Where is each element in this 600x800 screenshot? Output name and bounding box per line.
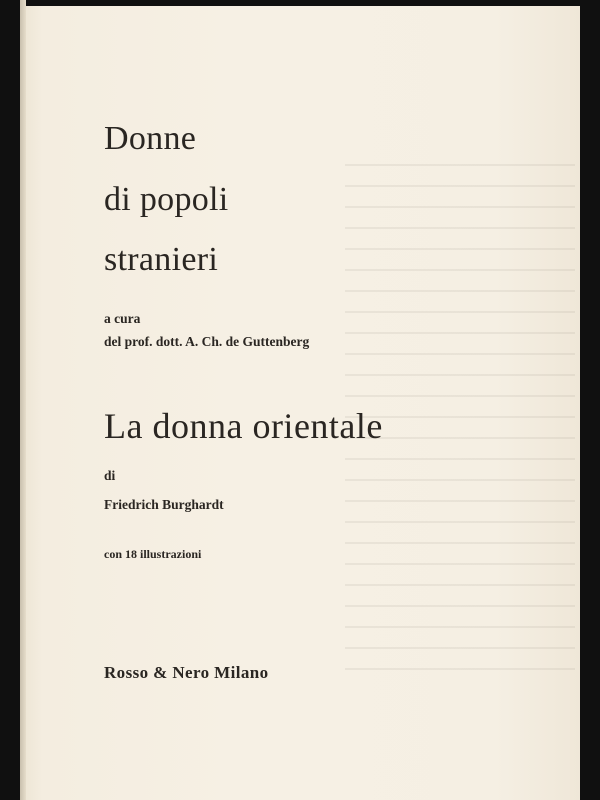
series-title-line-1: Donne bbox=[104, 120, 197, 157]
illustrations-note: con 18 illustrazioni bbox=[104, 547, 202, 561]
author-prefix: di bbox=[104, 468, 116, 483]
curator-name: del prof. dott. A. Ch. de Guttenberg bbox=[104, 334, 310, 349]
publisher: Rosso & Nero Milano bbox=[104, 663, 269, 682]
book-title: La donna orientale bbox=[104, 406, 383, 446]
series-title-line-3: stranieri bbox=[104, 241, 219, 278]
curator-prefix: a cura bbox=[104, 311, 141, 326]
series-title-line-2: di popoli bbox=[104, 181, 229, 218]
author-name: Friedrich Burghardt bbox=[104, 497, 224, 512]
binding-edge bbox=[20, 0, 26, 800]
